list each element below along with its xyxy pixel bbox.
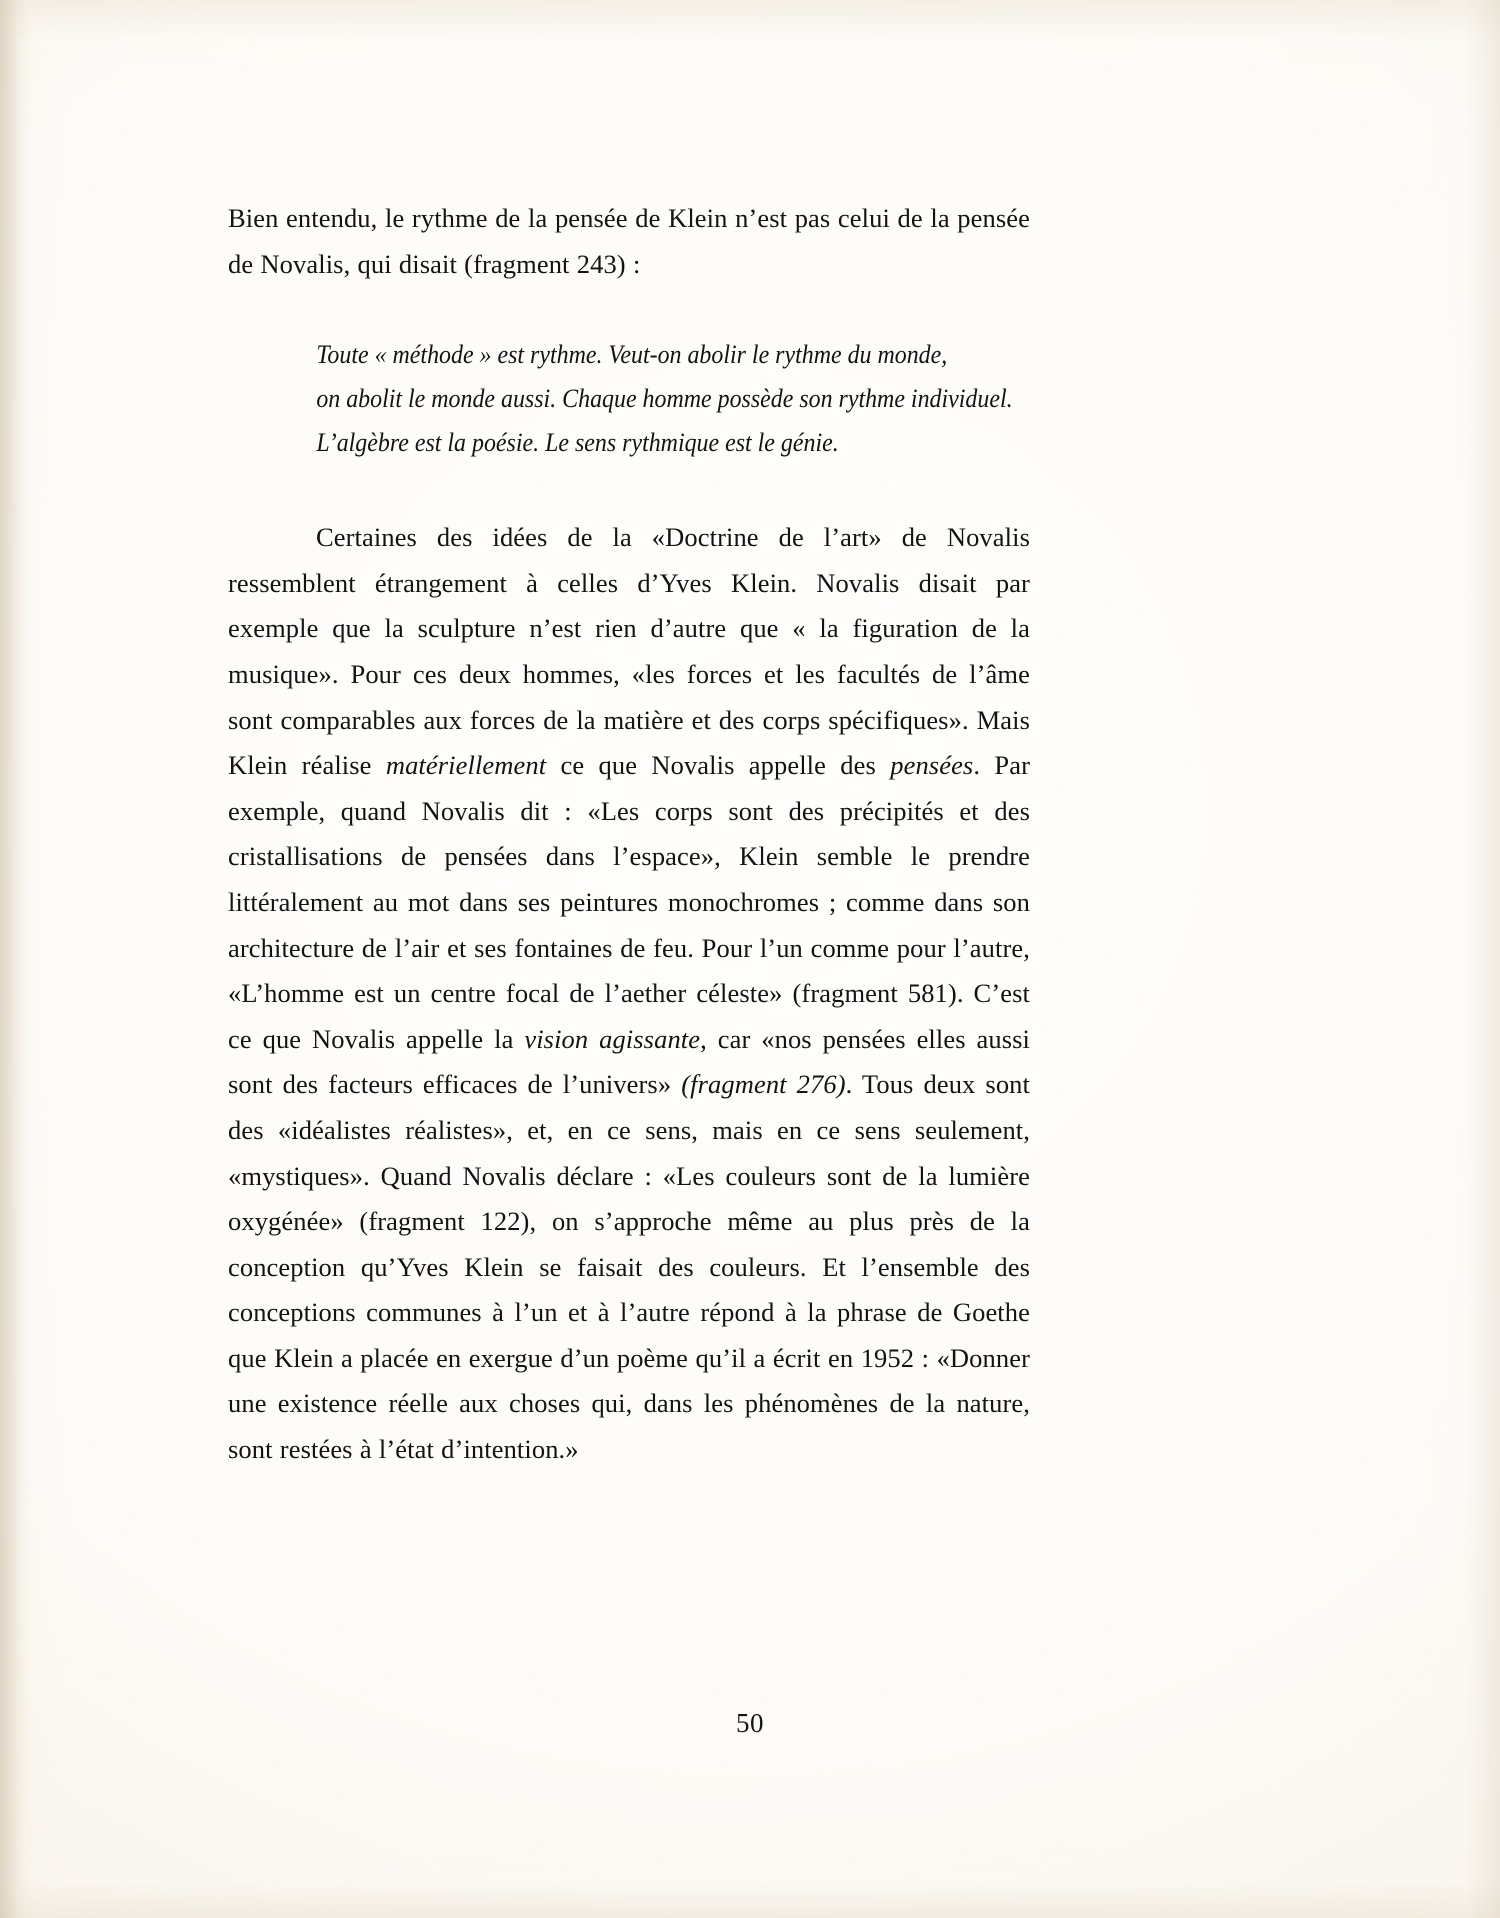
novalis-blockquote	[228, 333, 1013, 465]
main-text-segment-4: , car «nos pensées elles aussi sont des facteurs efficaces de l’univers»	[228, 1023, 1030, 1100]
page-number: 50	[736, 1708, 764, 1738]
emphasis-fragment-276: (fragment 276)	[681, 1069, 846, 1100]
intro-paragraph: Bien entendu, le rythme de la pensée de Klein n’est pas celui de la pensée de Novalis, qui disait (fragment 243) :	[228, 203, 1030, 279]
main-paragraph	[228, 515, 1030, 1472]
main-text-segment-5: . Tous deux sont des «idéalistes réalistes», et, en ce sens, mais en ce sens seulement, «mystiques». Quand Novalis déclare : «Les couleurs sont de la lumière oxygénée» (fragment 122), on s’approche même au plus près de la conception qu’Yves Klein se faisait des couleurs. Et l’ensemble des conceptions communes à l’un et à l’autre répond à la phrase de Goethe que Klein a placée en exergue d’un poème qu’il a écrit en 1952 : «Donner une existence réelle aux choses qui, dans les phénomènes de la nature, sont restées à l’état d’intention.»	[228, 1069, 1030, 1465]
emphasis-vision-agissante: vision agissante	[524, 1023, 701, 1054]
page-gutter-shadow	[0, 0, 34, 1918]
emphasis-pensees: pensées	[890, 750, 974, 781]
main-text-segment-2: ce que Novalis appelle des	[546, 750, 891, 781]
quote-line-3: L’algèbre est la poésie. Le sens rythmique est le génie.	[316, 428, 839, 458]
quote-spacer-bottom	[228, 465, 1030, 515]
main-text-segment-3: . Par exemple, quand Novalis dit : «Les corps sont des précipités et des cristallisations de pensées dans l’espace», Klein semble le prendre littéralement au mot dans ses peintures monochromes ; comme dans son architecture de l’air et ses fontaines de feu. Pour l’un comme pour l’autre, «L’homme est un centre focal de l’aether céleste» (fragment 581). C’est ce que Novalis appelle la	[228, 750, 1031, 1054]
main-text-segment-1: Certaines des idées de la «Doctrine de l’art» de Novalis ressemblent étrangement à celles d’Yves Klein. Novalis disait par exemple que la sculpture n’est rien d’autre que « la figuration de la musique». Pour ces deux hommes, «les forces et les facultés de l’âme sont comparables aux forces de la matière et des corps spécifiques». Mais Klein réalise	[228, 522, 1030, 781]
quote-line-1: Toute « méthode » est rythme. Veut-on abolir le rythme du monde,	[316, 340, 948, 370]
page-text-column	[228, 196, 1030, 1473]
quote-line-2: on abolit le monde aussi. Chaque homme possède son rythme individuel.	[316, 384, 1013, 414]
quote-spacer-top	[228, 287, 1030, 333]
emphasis-materiellement: matériellement	[385, 750, 547, 781]
